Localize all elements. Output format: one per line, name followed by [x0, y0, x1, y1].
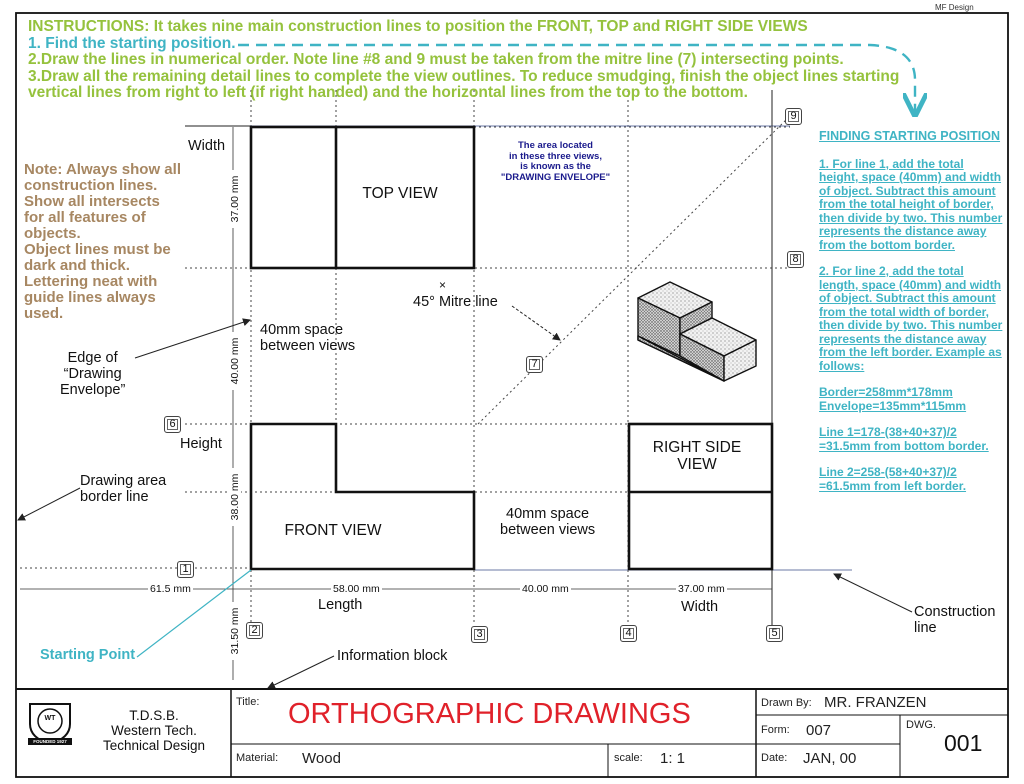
- credit: MF Design: [935, 3, 974, 12]
- edge-label: Edge of “Drawing Envelope”: [60, 350, 126, 398]
- form-value: 007: [806, 722, 832, 739]
- finding-line1b: =31.5mm from bottom border.: [819, 438, 989, 453]
- dim-left-offset: 61.5 mm: [150, 583, 191, 595]
- front-view-label: FRONT VIEW: [284, 522, 382, 539]
- finding-line1a: Line 1=178-(38+40+37)/2: [819, 425, 957, 439]
- space-label-1: 40mm space between views: [260, 322, 356, 354]
- finding-line2a: Line 2=258-(58+40+37)/2: [819, 465, 957, 479]
- finding-border: Border=258mm*178mm: [819, 385, 953, 399]
- height-label-left: Height: [180, 436, 222, 452]
- note-block: Note: Always show all construction lines. Show all intersects for all features of objects. Object lines must be dark and thick. Lettering neat with guide lines always used.: [24, 161, 181, 322]
- dwg-label: DWG.: [906, 719, 936, 731]
- finding-para-2: 2. For line 2, add the total length, space (40mm) and width of object. Subtract this amount from the total width of border, then divide by two. This number represents the distance away from the left border. Example as follows:: [819, 264, 1003, 373]
- leader-drawing-area: [18, 488, 80, 520]
- leader-construction: [834, 574, 912, 612]
- material-label: Material:: [236, 752, 279, 764]
- date-value: JAN, 00: [803, 750, 857, 767]
- form-label: Form:: [761, 724, 790, 736]
- title-label: Title:: [236, 696, 260, 708]
- line-number-8: 8: [787, 251, 804, 268]
- starting-point-label: Starting Point: [40, 647, 136, 663]
- finding-title: FINDING STARTING POSITION: [819, 129, 1001, 143]
- drawing-title: ORTHOGRAPHIC DRAWINGS: [288, 698, 691, 730]
- line-number-6: 6: [164, 416, 181, 433]
- dim-width: 37.00 mm: [678, 583, 725, 595]
- drawn-by-value: MR. FRANZEN: [824, 694, 927, 711]
- mitre-marker: ×: [439, 278, 447, 292]
- right-view-label-1: RIGHT SIDE: [652, 439, 742, 456]
- line-number-7: 7: [526, 356, 543, 373]
- finding-para-1: 1. For line 1, add the total height, space (40mm) and width of object. Subtract this amount from the total height of border, then divide by two. This number represents the distance away from the bottom border.: [819, 156, 1003, 252]
- instruction-line-4: 3.Draw all the remaining detail lines to complete the view outlines. To reduce smudging, finish the object lines starting: [28, 68, 900, 85]
- line-number-4: 4: [620, 625, 637, 642]
- dim-length: 58.00 mm: [333, 583, 380, 595]
- finding-line2b: =61.5mm from left border.: [819, 478, 967, 493]
- dim-bottom-offset: 31.50 mm: [229, 602, 241, 660]
- front-view-outline: [251, 424, 474, 569]
- right-view-label-2: VIEW: [677, 456, 717, 473]
- mitre-label: 45° Mitre line: [413, 294, 498, 310]
- dim-space-vert: 40.00 mm: [229, 332, 241, 390]
- finding-panel: [819, 130, 1004, 493]
- crest-initials: WT: [44, 715, 56, 722]
- instruction-line-5: vertical lines from right to left (if right handed) and the horizontal lines from the top to the bottom.: [28, 84, 748, 101]
- info-block-label: Information block: [337, 648, 448, 664]
- scale-value: 1: 1: [660, 750, 686, 767]
- scale-label: scale:: [614, 752, 643, 764]
- line-number-9: 9: [785, 108, 802, 125]
- dim-front-height: 38.00 mm: [229, 468, 241, 526]
- space-label-2: 40mm space between views: [500, 506, 596, 538]
- leader-info: [268, 656, 334, 688]
- line-number-5: 5: [766, 625, 783, 642]
- instruction-line-2: 1. Find the starting position.: [28, 35, 236, 52]
- top-view-label: TOP VIEW: [362, 185, 438, 202]
- leader-mitre: [512, 306, 560, 340]
- finding-envelope: Envelope=135mm*115mm: [819, 398, 967, 413]
- dim-top-height: 37.00 mm: [229, 170, 241, 228]
- isometric-block: [638, 282, 756, 381]
- school-name: T.D.S.B. Western Tech. Technical Design: [102, 708, 206, 753]
- line-number-1: 1: [177, 561, 194, 578]
- drawing-area-label: Drawing area border line: [80, 473, 167, 505]
- material-value: Wood: [302, 750, 341, 767]
- instruction-line-1: INSTRUCTIONS: It takes nine main construction lines to position the FRONT, TOP and RIGHT SIDE VIEWS: [28, 18, 808, 35]
- line-number-2: 2: [246, 622, 263, 639]
- date-label: Date:: [761, 752, 788, 764]
- crest-motto: FOUNDED 1927: [33, 739, 67, 744]
- width-label-bottom: Width: [681, 599, 719, 615]
- length-label: Length: [318, 597, 363, 613]
- width-label-left: Width: [188, 138, 226, 154]
- instruction-line-3: 2.Draw the lines in numerical order. Note line #8 and 9 must be taken from the mitre line (7) intersecting points.: [28, 51, 844, 68]
- drawn-by-label: Drawn By:: [761, 697, 812, 709]
- dwg-value: 001: [944, 730, 983, 756]
- line-number-3: 3: [471, 626, 488, 643]
- construction-label: Construction line: [914, 604, 996, 636]
- envelope-note: The area located in these three views, is known as the "DRAWING ENVELOPE": [500, 140, 611, 183]
- dim-space-horiz: 40.00 mm: [522, 583, 569, 595]
